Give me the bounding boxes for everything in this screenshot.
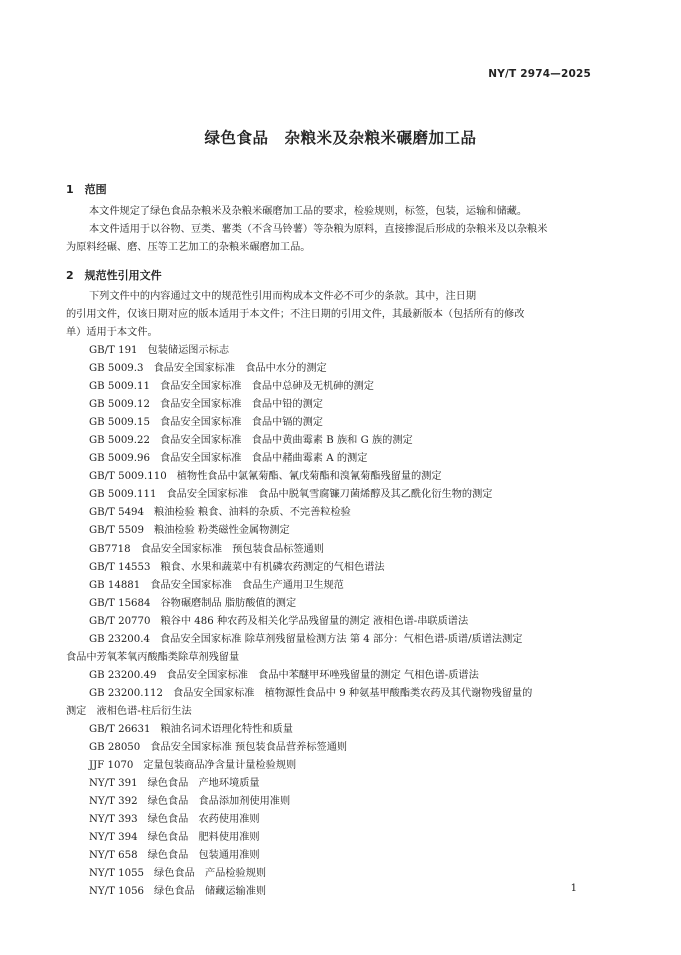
reference-title: 粮食、水果和蔬菜中有机磷农药测定的气相色谱法 [160, 561, 385, 573]
reference-standard-number: NY/T 392 [89, 796, 138, 808]
reference-item [66, 687, 533, 724]
reference-item [89, 381, 532, 399]
reference-standard-number: GB 28050 [89, 742, 141, 754]
reference-title: 食品安全国家标准 食品中铅的测定 [160, 399, 323, 411]
reference-standard-number: GB 14881 [89, 579, 141, 591]
reference-standard-number: JJF 1070 [89, 760, 134, 772]
reference-title: 绿色食品 包装通用准则 [147, 850, 260, 862]
reference-standard-number: NY/T 658 [89, 850, 138, 862]
reference-title: 食品安全国家标准 食品中脱氧雪腐镰刀菌烯醇及其乙酰化衍生物的测定 [166, 489, 493, 501]
references-list [66, 345, 533, 904]
reference-title: 绿色食品 产品检验规则 [154, 868, 267, 880]
scope-paragraph-2-line-2: 为原料经碾、磨、压等工艺加工的杂粮米碾磨加工品。 [66, 242, 311, 253]
reference-item [66, 633, 532, 670]
reference-title: 食品安全国家标准 食品中苯醚甲环唑残留量的测定 气相色谱-质谱法 [166, 669, 479, 681]
reference-item [89, 814, 532, 832]
reference-title: 谷物碾磨制品 脂肪酸值的测定 [160, 597, 297, 609]
references-intro-line-1: 下列文件中的内容通过文中的规范性引用而构成本文件必不可少的条款。其中，注日期 [89, 291, 477, 302]
reference-item [89, 507, 532, 525]
reference-standard-number: GB/T 5009.110 [89, 471, 167, 483]
reference-title: 绿色食品 肥料使用准则 [147, 832, 260, 844]
reference-item [89, 616, 532, 634]
reference-title: 食品安全国家标准 预包装食品标签通则 [140, 543, 324, 555]
reference-standard-number: GB 5009.3 [89, 363, 144, 375]
reference-title: 绿色食品 食品添加剂使用准则 [147, 796, 291, 808]
reference-item [89, 868, 532, 886]
reference-item [89, 363, 532, 381]
reference-title: 植物性食品中氯氰菊酯、氰戊菊酯和溴氰菊酯残留量的测定 [176, 471, 442, 483]
references-intro-line-2: 的引用文件，仅该日期对应的版本适用于本文件；不注日期的引用文件，其最新版本（包括所有的修改 [66, 309, 525, 320]
reference-title: 食品安全国家标准 预包装食品营养标签通则 [150, 742, 348, 754]
reference-title-continuation: 食品中芳氧苯氧丙酸酯类除草剂残留量 [66, 651, 240, 663]
reference-standard-number: GB/T 26631 [89, 723, 151, 735]
reference-standard-number: GB 5009.15 [89, 417, 150, 429]
reference-standard-number: GB 23200.4 [89, 633, 150, 645]
reference-title: 食品安全国家标准 食品中镉的测定 [160, 417, 323, 429]
reference-item [89, 850, 532, 868]
document-code: NY/T 2974—2025 [488, 68, 591, 80]
reference-title: 食品安全国家标准 食品中总砷及无机砷的测定 [160, 381, 374, 393]
reference-item [89, 580, 532, 598]
reference-standard-number: GB/T 191 [89, 345, 138, 356]
reference-title: 食品安全国家标准 食品中赭曲霉素 A 的测定 [160, 453, 368, 465]
reference-standard-number: GB/T 14553 [89, 561, 151, 573]
scope-paragraph-2-line-1: 本文件适用于以谷物、豆类、薯类（不含马铃薯）等杂粮为原料，直接掺混后形成的杂粮米及以杂粮米 [89, 224, 548, 235]
reference-title: 食品安全国家标准 食品中水分的测定 [153, 363, 327, 375]
references-intro-line-3: 单）适用于本文件。 [66, 327, 158, 338]
reference-standard-number: NY/T 394 [89, 832, 138, 844]
reference-item [89, 670, 532, 688]
reference-title: 绿色食品 产地环境质量 [147, 778, 260, 790]
reference-standard-number: GB 5009.22 [89, 435, 150, 447]
reference-standard-number: NY/T 1055 [89, 868, 145, 880]
scope-paragraph-1: 本文件规定了绿色食品杂粮米及杂粮米碾磨加工品的要求，检验规则，标签，包装，运输和储藏。 [89, 206, 528, 217]
reference-standard-number: NY/T 391 [89, 778, 138, 790]
reference-item [89, 471, 532, 489]
reference-title: 绿色食品 农药使用准则 [147, 814, 260, 826]
reference-standard-number: GB 23200.112 [89, 687, 163, 699]
reference-item [89, 724, 532, 742]
reference-title: 食品安全国家标准 除草剂残留量检测方法 第 4 部分：气相色谱-质谱/质谱法测定 [160, 633, 523, 645]
section-heading-scope: 1 范围 [66, 183, 107, 196]
reference-standard-number: GB/T 5494 [89, 507, 145, 519]
reference-standard-number: GB 5009.111 [89, 489, 157, 501]
reference-item [89, 598, 532, 616]
reference-standard-number: GB 23200.49 [89, 669, 157, 681]
reference-standard-number: NY/T 393 [89, 814, 138, 826]
reference-title: 食品安全国家标准 植物源性食品中 9 种氨基甲酸酯类农药及其代谢物残留量的 [172, 687, 533, 699]
document-title: 绿色食品 杂粮米及杂粮米碾磨加工品 [204, 129, 477, 147]
reference-title: 食品安全国家标准 食品中黄曲霉素 B 族和 G 族的测定 [160, 435, 413, 447]
reference-title: 粮谷中 486 种农药及相关化学品残留量的测定 液相色谱-串联质谱法 [160, 615, 469, 627]
reference-standard-number: GB7718 [89, 543, 131, 555]
reference-item [89, 832, 532, 850]
reference-title: 粮油检验 粮食、油料的杂质、不完善粒检验 [154, 507, 351, 519]
reference-item [89, 417, 532, 435]
section-heading-normative-references: 2 规范性引用文件 [66, 269, 162, 282]
reference-item [89, 562, 532, 580]
reference-title: 定量包装商品净含量计量检验规则 [143, 760, 297, 772]
reference-item [89, 489, 532, 507]
reference-standard-number: GB/T 5509 [89, 525, 145, 537]
reference-title: 绿色食品 储藏运输准则 [154, 886, 267, 898]
reference-title-continuation: 测定 液相色谱-柱后衍生法 [66, 705, 192, 717]
reference-item [89, 544, 532, 562]
reference-standard-number: GB/T 15684 [89, 597, 151, 609]
reference-standard-number: GB/T 20770 [89, 615, 151, 627]
reference-title: 食品安全国家标准 食品生产通用卫生规范 [150, 579, 344, 591]
reference-item [89, 778, 532, 796]
reference-standard-number: GB 5009.12 [89, 399, 150, 411]
reference-title: 包装储运图示标志 [147, 345, 230, 356]
reference-item [89, 742, 532, 760]
reference-item [89, 345, 532, 363]
reference-item [89, 453, 532, 471]
reference-item [89, 886, 532, 904]
reference-item [89, 525, 532, 543]
reference-item [89, 399, 532, 417]
reference-standard-number: GB 5009.11 [89, 381, 150, 393]
reference-title: 粮油名词术语理化特性和质量 [160, 723, 293, 735]
reference-title: 粮油检验 粉类磁性金属物测定 [154, 525, 290, 537]
page-number: 1 [570, 883, 577, 894]
reference-standard-number: NY/T 1056 [89, 886, 145, 898]
reference-standard-number: GB 5009.96 [89, 453, 150, 465]
reference-item [89, 760, 532, 778]
reference-item [89, 796, 532, 814]
reference-item [89, 435, 532, 453]
